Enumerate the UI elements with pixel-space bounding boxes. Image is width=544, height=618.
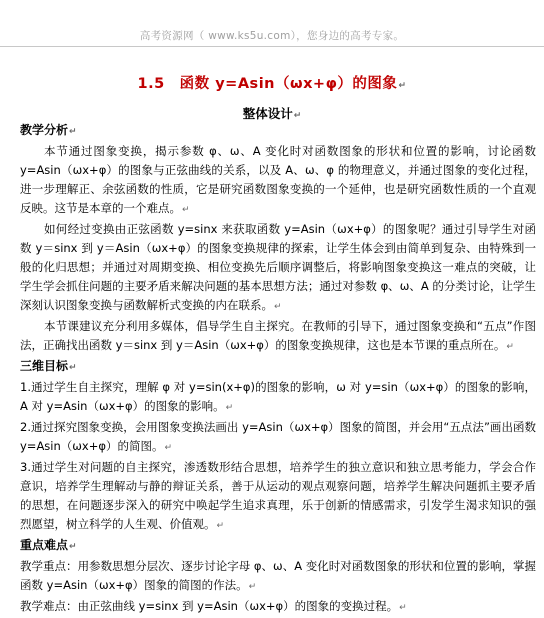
paragraph-mark-icon: ↵ — [69, 542, 77, 552]
paragraph-mark-icon: ↵ — [293, 111, 302, 121]
goal-item-3 — [20, 458, 536, 536]
goal-item-1 — [20, 378, 536, 418]
document-body — [20, 121, 536, 618]
analysis-paragraph-3 — [20, 317, 536, 357]
paragraph-mark-icon: ↵ — [225, 403, 234, 413]
document-title — [0, 75, 544, 96]
paragraph-mark-icon: ↵ — [399, 603, 407, 613]
analysis-paragraph-3-text: 本节课建议充分利用多媒体，倡导学生自主探究。在教师的引导下，通过图象变换和“五点”作图法，正确找出函数 y＝sinx 到 y＝Asin（ωx+φ）的图象变换规律，这也是本节课的重点所在。 — [20, 319, 536, 352]
keypoint-difficulty — [20, 597, 536, 618]
paragraph-mark-icon: ↵ — [274, 302, 282, 312]
document-subtitle-text: 整体设计 — [242, 106, 293, 121]
document-title-text: 1.5 函数 y=Asin（ωx+φ）的图象 — [137, 76, 398, 92]
analysis-paragraph-1-text: 本节通过图象变换，揭示参数 φ、ω、A 变化时对函数图象的形状和位置的影响，讨论函数 y=Asin（ωx+φ）的图象与正弦曲线的关系，以及 A、ω、φ 的物理意义，并通过图象的变化过程，进一步理解正、余弦函数的性质，它是研究函数图象变换的一个延伸，也是研究函数性质的一个直观反映。这节是本章的一个难点。 — [20, 144, 536, 215]
section-heading-analysis-text: 教学分析 — [20, 123, 69, 137]
section-heading-keypoints-text: 重点难点 — [20, 538, 69, 552]
analysis-paragraph-1 — [20, 142, 536, 220]
keypoint-emphasis — [20, 557, 536, 597]
goal-item-3-text: 3.通过学生对问题的自主探究，渗透数形结合思想，培养学生的独立意识和独立思考能力，学会合作意识，培养学生理解动与静的辩证关系，善于从运动的观点观察问题，培养学生解决问题抓主要矛盾的思想，在问题逐步深入的研究中唤起学生追求真理，乐于创新的情感需求，引发学生渴求知识的强烈愿望，树立科学的人生观、价值观。 — [20, 460, 536, 531]
paragraph-mark-icon: ↵ — [506, 342, 514, 352]
section-heading-goals — [20, 357, 536, 378]
section-heading-goals-text: 三维目标 — [20, 359, 69, 373]
page-header — [0, 0, 544, 47]
paragraph-mark-icon: ↵ — [216, 521, 225, 531]
paragraph-mark-icon: ↵ — [182, 205, 190, 215]
keypoint-difficulty-text: 教学难点：由正弦曲线 y=sinx 到 y=Asin（ωx+φ）的图象的变换过程。 — [20, 599, 399, 613]
paragraph-mark-icon: ↵ — [69, 363, 77, 373]
analysis-paragraph-2-text: 如何经过变换由正弦函数 y=sinx 来获取函数 y=Asin（ωx+φ）的图象呢？通过引导学生对函数 y＝sinx 到 y＝Asin（ωx+φ）的图象变换规律的探索，让学生体会到由简单到复杂、由特殊到一般的化归思想；并通过对周期变换、相位变换先后顺序调整后，将影响图象变换这一难点的突破，让学生学会抓住问题的主要矛盾来解决问题的基本思想方法；通过对参数 φ、ω、A 的分类讨论，让学生深刻认识图象变换与函数解析式变换的内在联系。 — [20, 222, 536, 312]
keypoint-emphasis-text: 教学重点：用参数思想分层次、逐步讨论字母 φ、ω、A 变化时对函数图象的形状和位置的影响，掌握函数 y=Asin（ωx+φ）图象的简图的作法。 — [20, 559, 536, 592]
goal-item-2 — [20, 418, 536, 458]
analysis-paragraph-2 — [20, 220, 536, 317]
paragraph-mark-icon: ↵ — [164, 443, 172, 453]
goal-item-2-text: 2.通过探究图象变换，会用图象变换法画出 y=Asin（ωx+φ）图象的简图，并会用“五点法”画出函数 y=Asin（ωx+φ）的简图。 — [20, 420, 536, 453]
header-source-text: 高考资源网（ www.ks5u.com），您身边的高考专家。 — [139, 30, 405, 42]
goal-item-1-text: 1.通过学生自主探究，理解 φ 对 y=sin(x+φ)的图象的影响，ω 对 y=sin（ωx+φ）的图象的影响，A 对 y=Asin（ωx+φ）的图象的影响。 — [20, 380, 536, 413]
section-heading-keypoints — [20, 536, 536, 557]
paragraph-mark-icon: ↵ — [248, 582, 257, 592]
paragraph-mark-icon: ↵ — [398, 81, 407, 91]
paragraph-mark-icon: ↵ — [69, 127, 77, 137]
section-heading-analysis — [20, 121, 536, 142]
